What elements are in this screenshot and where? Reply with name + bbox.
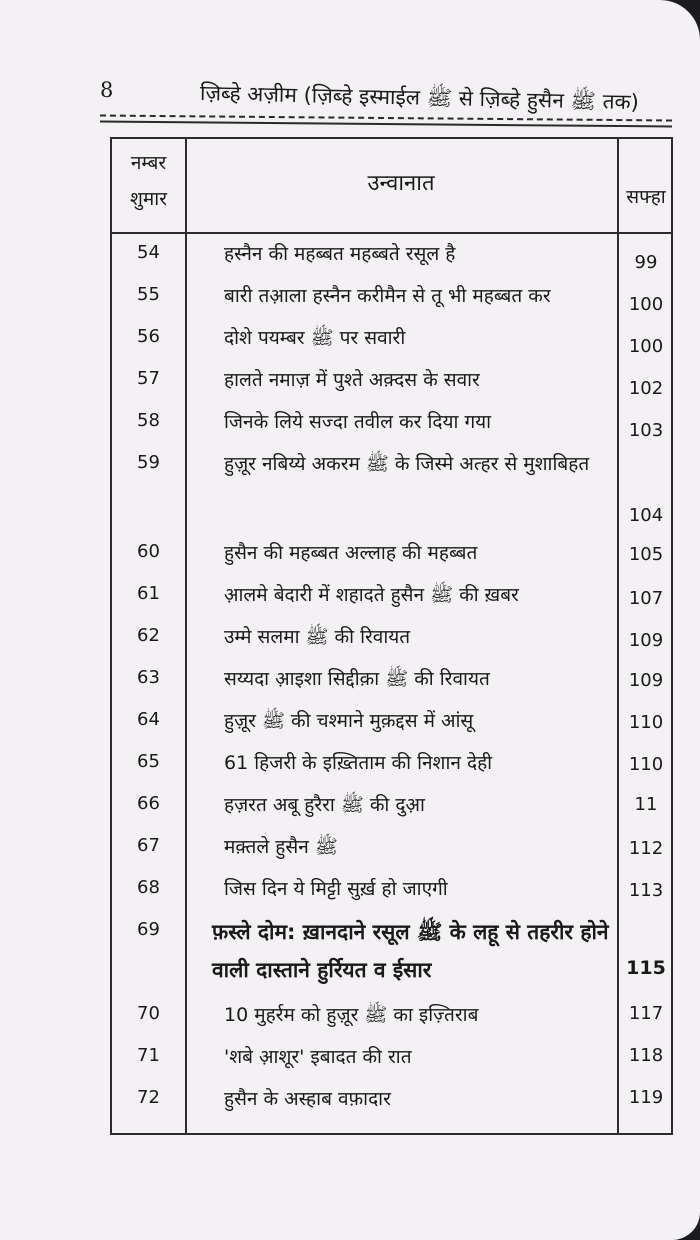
row-title: फ़स्ले दोम: ख़ानदाने रसूल ﷺ के लहू से तहरीर होने वाली दास्ताने हुर्रियत व ईसार [212,920,609,982]
row-title: दोशे पयम्बर ﷺ पर सवारी [224,327,406,349]
row-page-number: 112 [628,838,664,859]
row-page-number: 105 [628,544,664,565]
row-title: 'शबे आ़शूर' इबादत की रात [224,1046,412,1068]
row-title: हुसैन के अस्हाब वफ़ादार [224,1088,391,1110]
row-number: 65 [137,751,160,772]
row-number: 68 [137,877,160,898]
row-page-number: 110 [628,712,664,733]
row-page-number: 11 [634,794,658,815]
row-page-number: 100 [628,294,664,315]
row-page-number: 109 [628,670,664,691]
row-page-number: 104 [628,505,664,526]
row-page-number: 109 [628,630,664,651]
row-number: 63 [137,667,160,688]
contents-table [110,137,673,1135]
number-header-line2: शुमार [130,188,167,210]
row-title: 10 मुहर्रम को हुज़ूर ﷺ का इज़्तिराब [224,1004,479,1026]
row-number: 64 [137,709,160,730]
row-title: सय्यदा आ़इशा सिद्दीक़ा ﷺ की रिवायत [224,668,490,690]
row-number: 54 [137,242,160,263]
row-title: हुज़ूर नबिय्ये अकरम ﷺ के जिस्मे अत्हर से मुशाबिहत [224,453,590,475]
row-number: 66 [137,793,160,814]
row-page-number: 118 [628,1045,664,1066]
row-number: 59 [137,452,160,473]
page-number: 8 [100,78,114,102]
number-column-header [112,145,185,217]
header-divider [112,232,671,234]
row-title: बारी तआ़ला हस्नैन करीमैन से तू भी महब्बत कर [224,285,551,307]
row-title: जिनके लिये सज्दा तवील कर दिया गया [224,411,492,433]
row-number: 72 [137,1087,160,1108]
row-number: 67 [137,835,160,856]
row-page-number: 119 [628,1087,664,1108]
title-column-header: उन्वानात [367,171,435,196]
row-title: उम्मे सलमा ﷺ की रिवायत [224,626,411,648]
row-number: 62 [137,625,160,646]
row-page-number: 100 [628,336,664,357]
row-number: 61 [137,583,160,604]
row-number: 69 [137,919,160,940]
row-number: 60 [137,541,160,562]
row-title: हुज़ूर ﷺ की चश्माने मुक़द्दस में आंसू [224,710,474,732]
row-page-number: 113 [628,880,664,901]
row-page-number: 117 [628,1003,664,1024]
row-number: 57 [137,368,160,389]
page-column-header: सफ्हा [626,186,666,208]
row-number: 58 [137,410,160,431]
row-title: हज़रत अबू हुरैरा ﷺ की दुआ़ [224,794,425,816]
row-title: हुसैन की महब्बत अल्लाह की महब्बत [224,542,478,564]
row-number: 56 [137,326,160,347]
row-number: 71 [137,1045,160,1066]
header-rule-solid [100,121,672,128]
row-title: मक़्तले हुसैन ﷺ [224,836,338,858]
page-header [100,78,680,118]
number-header-line1: नम्बर [130,152,167,174]
row-page-number: 115 [626,957,666,979]
row-title: हालते नमाज़ में पुश्ते अक़्दस के सवार [224,369,480,391]
row-title: 61 हिजरी के इख़्तिताम की निशान देही [224,752,493,774]
row-number: 70 [137,1003,160,1024]
row-page-number: 110 [628,754,664,775]
row-number: 55 [137,284,160,305]
row-page-number: 103 [628,420,664,441]
row-page-number: 107 [628,588,664,609]
row-page-number: 102 [628,378,664,399]
column-divider [185,139,187,1133]
running-title: ज़िब्हे अज़ीम (ज़िब्हे इस्माईल ﷺ से ज़िब्हे हुसैन ﷺ तक) [199,81,640,115]
row-title: जिस दिन ये मिट्टी सुर्ख़ हो जाएगी [224,878,448,900]
row-title: हस्नैन की महब्बत महब्बते रसूल है [224,243,456,265]
row-page-number: 99 [634,252,658,273]
row-title: आ़लमे बेदारी में शहादते हुसैन ﷺ की ख़बर [224,584,519,606]
